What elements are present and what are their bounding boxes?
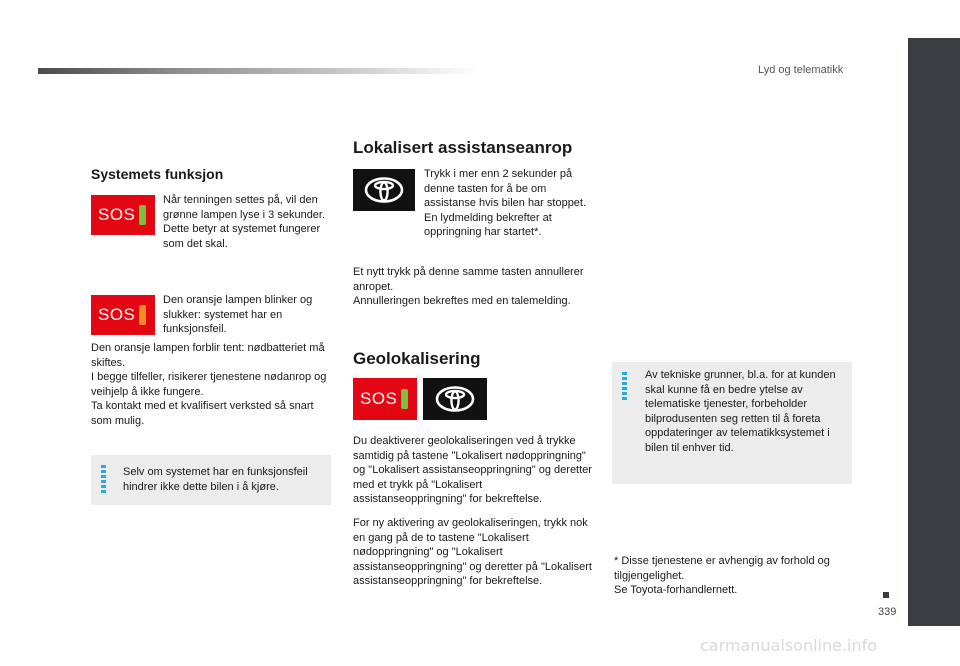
left-note-text: Selv om systemet har en funksjonsfeil hindrer ikke dette bilen i å kjøre. (123, 466, 308, 493)
orange-lamp-text: Den oransje lampen blinker og slukker: systemet har en funksjonsfeil. (163, 294, 313, 335)
lokalisert-title: Lokalisert assistanseanrop (353, 138, 573, 157)
sos-button-orange (91, 295, 155, 335)
sos-label: SOS (98, 305, 136, 324)
geo-deactivate-text: Du deaktiverer geolokaliseringen ved å trykke samtidig på tastene "Lokalisert nødoppringning" og "Lokalisert assistanseoppringning" og deretter med et trykk på "Lokalisert assistanseoppringning" for bekreftelse. (353, 435, 592, 505)
assistance-button (353, 169, 415, 211)
press-text: Trykk i mer enn 2 sekunder på denne tasten for å be om assistanse hvis bilen har stoppet. En lydmelding bekrefter at oppringning har startet*. (424, 168, 587, 238)
left-note-box (91, 455, 331, 505)
cancel-text: Et nytt trykk på denne samme tasten annullerer anropet. Annulleringen bekreftes med en talemelding. (353, 266, 584, 307)
watermark: carmanualsonline.info (700, 636, 878, 655)
sos-button-geo (353, 378, 417, 420)
steady-lamp-text: Den oransje lampen forblir tent: nødbatteriet må skiftes. I begge tilfeller, risikerer tjenestene nødanrop og veihjelp å ikke fungere. Ta kontakt med et kvalifisert verksted så snart som mulig. (91, 342, 327, 427)
orange-lamp-icon (139, 305, 146, 325)
green-lamp-icon (401, 389, 408, 409)
chapter-side-bar (908, 38, 960, 626)
toyota-logo-icon (364, 177, 404, 203)
note-marker-icon (622, 372, 627, 402)
systemets-title: Systemets funksjon (91, 166, 224, 182)
geo-reactivate-text: For ny aktivering av geolokaliseringen, trykk nok en gang på de to tastene "Lokalisert nødoppringning" og "Lokalisert assistanseoppringning" og deretter på "Lokalisert assistanseoppringning" for bekreftelse. (353, 517, 592, 587)
note-marker-icon (101, 465, 106, 495)
assistance-button-geo (423, 378, 487, 420)
right-note-text: Av tekniske grunner, bl.a. for at kunden skal kunne få en bedre ytelse av telematiske tjenester, forbeholder bilprodusenten seg retten til å foreta oppdateringer av telematikksystemet i bilen til enhver tid. (645, 369, 836, 454)
right-note-box (612, 362, 852, 484)
toyota-logo-icon (435, 386, 475, 412)
page-number: 339 (878, 606, 897, 618)
footnote: * Disse tjenestene er avhengig av forhold og tilgjengelighet. Se Toyota-forhandlernett. (614, 555, 830, 596)
sos-label: SOS (360, 389, 398, 408)
green-lamp-text: Når tenningen settes på, vil den grønne lampen lyse i 3 sekunder. Dette betyr at systemet fungerer som det skal. (163, 194, 326, 250)
sos-label: SOS (98, 205, 136, 224)
green-lamp-icon (139, 205, 146, 225)
header-gradient-bar (38, 68, 478, 74)
sos-button-green (91, 195, 155, 235)
geo-title: Geolokalisering (353, 349, 481, 368)
page-marker (883, 592, 889, 598)
section-title: Lyd og telematikk (758, 64, 844, 76)
